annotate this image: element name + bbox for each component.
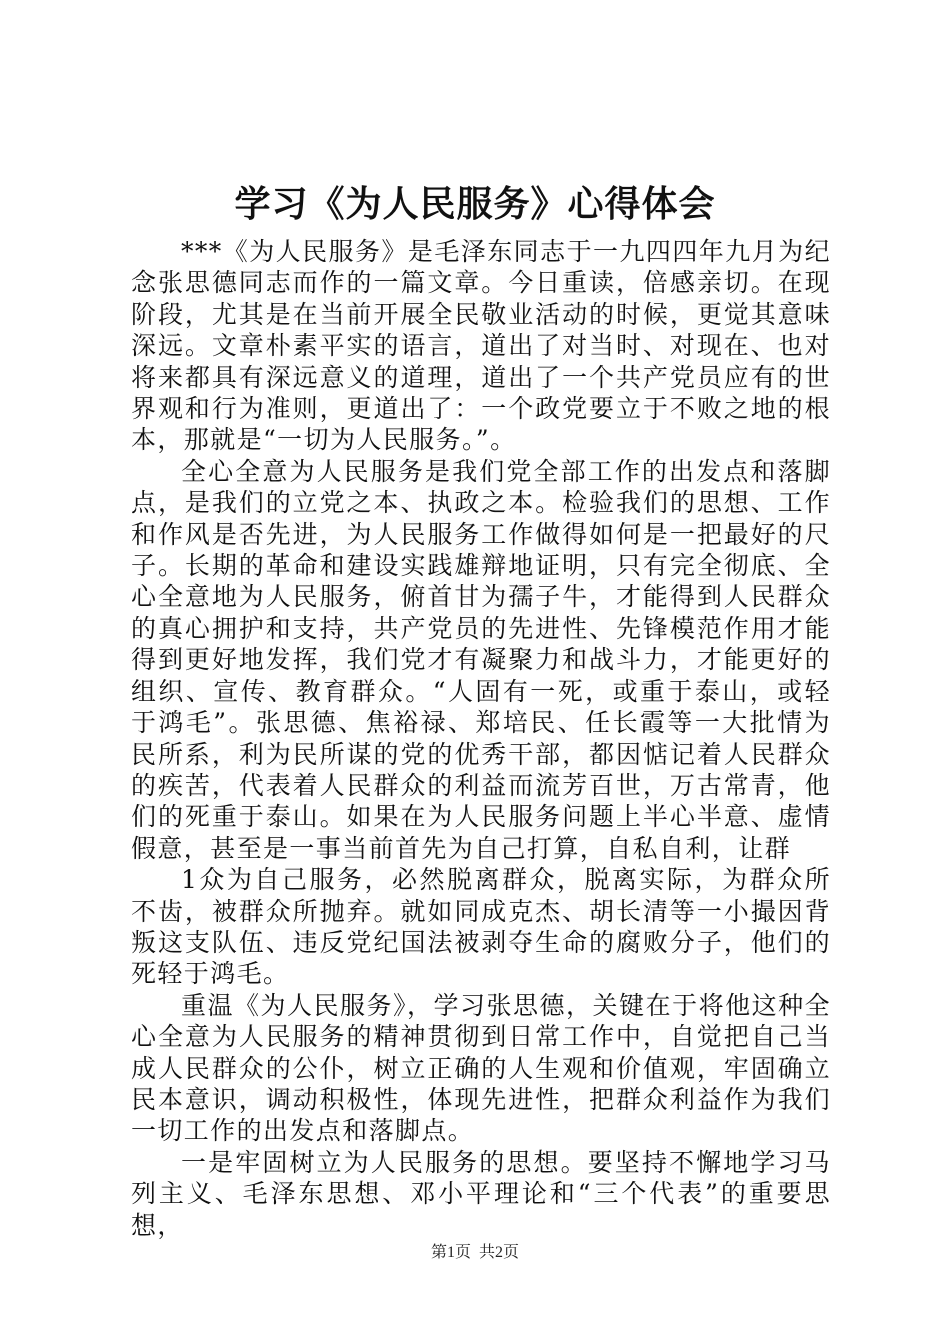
page-total: 共2页 [479,1244,520,1261]
paragraph: 一是牢固树立为人民服务的思想。要坚持不懈地学习马列主义、毛泽东思想、邓小平理论和“三个代表”的重要思想， [131,1147,831,1240]
document-title: 学习《为人民服务》心得体会 [234,184,716,225]
document-body [131,236,831,1241]
paragraph: 1众为自己服务，必然脱离群众，脱离实际，为群众所不齿，被群众所抛弃。就如同成克杰、胡长清等一小撮因背叛这支队伍、违反党纪国法被剥夺生命的腐败分子，他们的死轻于鸿毛。 [131,865,831,989]
page-number: 第1页 [430,1244,471,1261]
paragraph: ***《为人民服务》是毛泽东同志于一九四四年九月为纪念张思德同志而作的一篇文章。今日重读，倍感亲切。在现阶段，尤其是在当前开展全民敬业活动的时候，更觉其意味深远。文章朴素平实的语言，道出了对当时、对现在、也对将来都具有深远意义的道理，道出了一个共产党员应有的世界观和行为准则，更道出了：一个政党要立于不败之地的根本，那就是“一切为人民服务。”。 [131,237,831,455]
paragraph: 全心全意为人民服务是我们党全部工作的出发点和落脚点，是我们的立党之本、执政之本。检验我们的思想、工作和作风是否先进，为人民服务工作做得如何是一把最好的尺子。长期的革命和建设实践雄辩地证明，只有完全彻底、全心全意地为人民服务，俯首甘为孺子牛，才能得到人民群众的真心拥护和支持，共产党员的先进性、先锋模范作用才能得到更好地发挥，我们党才有凝聚力和战斗力，才能更好的组织、宣传、教育群众。“人固有一死，或重于泰山，或轻于鸿毛”。张思德、焦裕禄、郑培民、任长霞等一大批情为民所系，利为民所谋的党的优秀干部，都因惦记着人民群众的疾苦，代表着人民群众的利益而流芳百世，万古常青，他们的死重于泰山。如果在为人民服务问题上半心半意、虚情假意，甚至是一事当前首先为自己打算，自私自利，让群 [131,456,831,863]
page-footer [0,1242,950,1264]
paragraph: 重温《为人民服务》，学习张思德，关键在于将他这种全心全意为人民服务的精神贯彻到日常工作中，自觉把自己当成人民群众的公仆，树立正确的人生观和价值观，牢固确立民本意识，调动积极性，体现先进性，把群众利益作为我们一切工作的出发点和落脚点。 [131,990,831,1146]
